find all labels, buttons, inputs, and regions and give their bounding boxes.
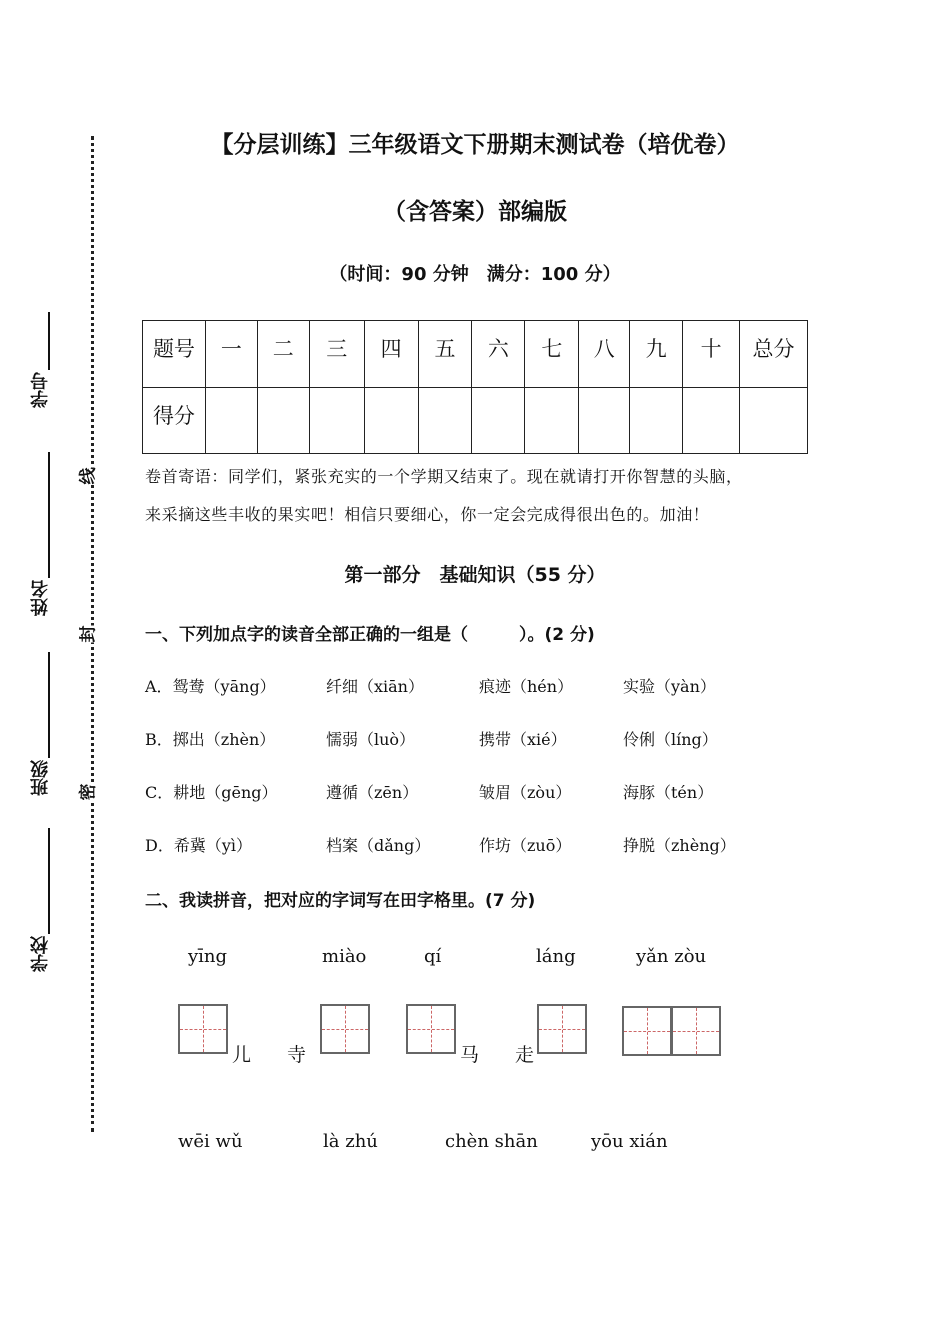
score-cell[interactable] (364, 387, 418, 454)
section-1-title: 第一部分 基础知识（55 分） (344, 564, 606, 586)
q1-option-c-2: 遵循（zēn） (326, 783, 419, 802)
tian-grid-box[interactable] (671, 1006, 721, 1056)
score-col-7: 七 (525, 321, 579, 388)
q2-pinyin-1: yīng (188, 946, 228, 967)
student-id-label: 学号 (30, 372, 51, 408)
q2-pinyin-8: chèn shān (445, 1131, 538, 1152)
q2-char-3: 马 (460, 1044, 480, 1066)
score-cell[interactable] (418, 387, 472, 454)
score-cell[interactable] (205, 387, 257, 454)
q1-option-a-4: 实验（yàn） (623, 677, 716, 696)
score-cell[interactable] (525, 387, 579, 454)
score-col-10: 十 (683, 321, 740, 388)
intro-line-2: 来采摘这些丰收的果实吧！相信只要细心，你一定会完成得很出色的。加油！ (145, 505, 710, 524)
q1-option-b-4: 伶俐（líng） (623, 730, 718, 749)
score-cell[interactable] (257, 387, 309, 454)
score-row-label: 得分 (143, 387, 206, 454)
q1-option-a-3: 痕迹（hén） (479, 677, 574, 696)
q1-option-c-4: 海豚（tén） (623, 783, 714, 802)
q1-option-d-4: 挣脱（zhèng） (623, 836, 736, 855)
q1-option-b-1: B．掷出（zhèn） (145, 730, 276, 749)
score-table-score-row (143, 387, 808, 454)
score-col-total: 总分 (740, 321, 808, 388)
school-blank (48, 828, 50, 934)
page-title: 【分层训练】三年级语文下册期末测试卷（培优卷） (210, 132, 740, 158)
q2-pinyin-2: miào (322, 946, 367, 967)
seal-mi-char: 密 (78, 783, 99, 801)
tian-grid-box[interactable] (178, 1004, 228, 1054)
score-col-3: 三 (309, 321, 364, 388)
score-col-5: 五 (418, 321, 472, 388)
score-cell[interactable] (472, 387, 525, 454)
page-subtitle: （含答案）部编版 (383, 199, 567, 225)
score-cell[interactable] (309, 387, 364, 454)
name-label: 姓名 (30, 580, 51, 616)
q2-pinyin-3: qí (424, 946, 442, 967)
score-table-header-row (143, 321, 808, 388)
tian-grid-box[interactable] (537, 1004, 587, 1054)
score-table-header-label: 题号 (143, 321, 206, 388)
q1-option-b-2: 懦弱（luò） (326, 730, 416, 749)
q1-option-c-1: C．耕地（gēng） (145, 783, 278, 802)
score-cell[interactable] (630, 387, 683, 454)
score-cell[interactable] (740, 387, 808, 454)
score-col-2: 二 (257, 321, 309, 388)
time-info: （时间：90 分钟 满分：100 分） (329, 264, 621, 285)
q1-option-a-2: 纤细（xiān） (326, 677, 424, 696)
q1-option-d-2: 档案（dǎng） (326, 836, 431, 855)
tian-grid-box[interactable] (406, 1004, 456, 1054)
score-table (142, 320, 808, 454)
question-1-stem: 一、下列加点字的读音全部正确的一组是（ ）。(2 分) (145, 625, 595, 645)
student-id-blank (48, 312, 50, 370)
seal-line-char: 线 (78, 467, 99, 485)
q2-char-2: 寺 (287, 1044, 307, 1066)
score-col-1: 一 (205, 321, 257, 388)
intro-line-1: 卷首寄语：同学们，紧张充实的一个学期又结束了。现在就请打开你智慧的头脑， (145, 467, 743, 486)
q1-option-d-1: D．希冀（yì） (145, 836, 252, 855)
seal-seal-char: 封 (78, 625, 99, 643)
q2-pinyin-7: là zhú (323, 1131, 378, 1152)
class-label: 班级 (30, 760, 51, 796)
tian-grid-box[interactable] (622, 1006, 672, 1056)
score-cell[interactable] (683, 387, 740, 454)
school-label: 学校 (30, 936, 51, 972)
score-col-9: 九 (630, 321, 683, 388)
score-col-4: 四 (364, 321, 418, 388)
question-2-stem: 二、我读拼音，把对应的字词写在田字格里。(7 分) (145, 891, 536, 911)
q2-pinyin-5: yǎn zòu (636, 946, 707, 967)
class-blank (48, 652, 50, 758)
q1-option-a-1: A．鸳鸯（yāng） (145, 677, 276, 696)
q2-char-4: 走 (515, 1044, 535, 1066)
score-cell[interactable] (579, 387, 630, 454)
q1-option-b-3: 携带（xié） (479, 730, 567, 749)
q2-pinyin-6: wēi wǔ (178, 1131, 243, 1152)
q2-char-1: 儿 (232, 1044, 252, 1066)
score-col-8: 八 (579, 321, 630, 388)
q1-option-d-3: 作坊（zuō） (479, 836, 572, 855)
q2-pinyin-9: yōu xián (591, 1131, 668, 1152)
score-col-6: 六 (472, 321, 525, 388)
q1-option-c-3: 皱眉（zòu） (479, 783, 572, 802)
tian-grid-box[interactable] (320, 1004, 370, 1054)
q2-pinyin-4: láng (536, 946, 576, 967)
